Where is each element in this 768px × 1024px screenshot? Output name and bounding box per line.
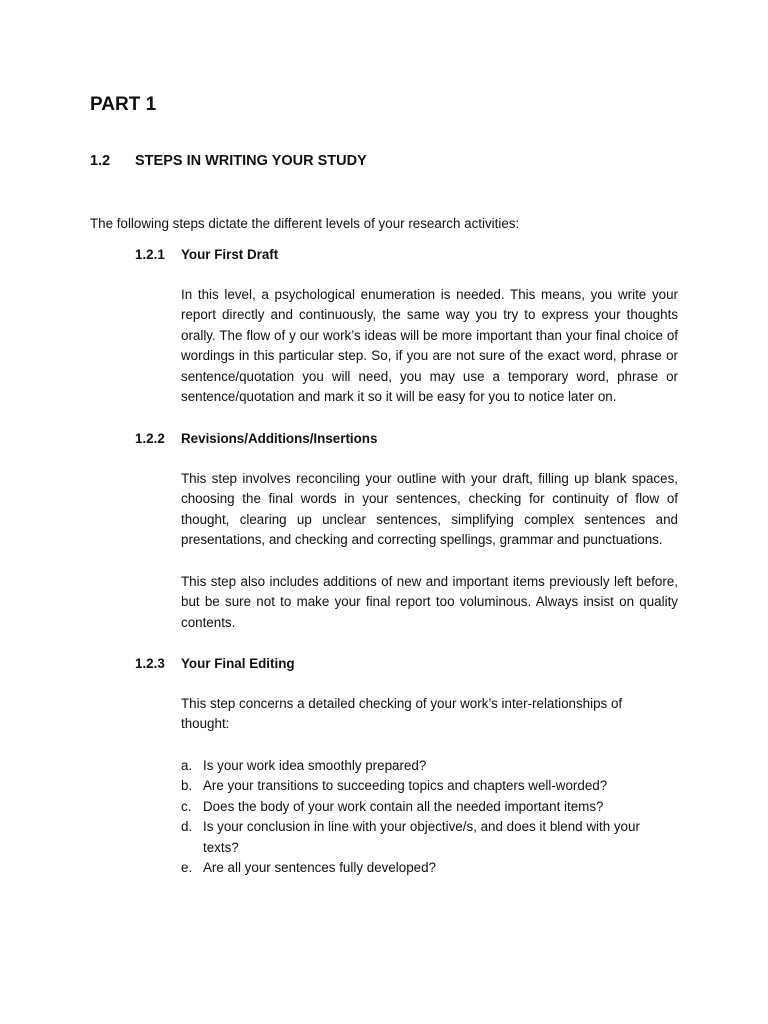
subsection-heading-first-draft bbox=[135, 245, 278, 265]
subsection-title: Your First Draft bbox=[181, 247, 279, 262]
subsection-title: Revisions/Additions/Insertions bbox=[181, 431, 378, 446]
list-marker: b. bbox=[181, 778, 193, 794]
revisions-paragraph-2: This step also includes additions of new and important items previously left before, but be sure not to make your final report too voluminous. Always insist on quality contents. bbox=[181, 574, 678, 630]
list-marker: d. bbox=[181, 819, 193, 835]
subsection-title: Your Final Editing bbox=[181, 656, 295, 671]
list-item-text: Are your transitions to succeeding topics and chapters well-worded? bbox=[203, 778, 608, 794]
list-item bbox=[181, 756, 678, 776]
intro-paragraph: The following steps dictate the different levels of your research activities: bbox=[90, 216, 520, 231]
list-item bbox=[181, 858, 678, 878]
list-marker: a. bbox=[181, 758, 193, 773]
list-item bbox=[181, 797, 678, 817]
editing-questions-list bbox=[181, 756, 678, 878]
section-title: STEPS IN WRITING YOUR STUDY bbox=[135, 153, 367, 169]
subsection-heading-final-editing bbox=[135, 654, 295, 674]
subsection-number: 1.2.2 bbox=[135, 431, 165, 446]
subsection-number: 1.2.3 bbox=[135, 656, 165, 671]
list-item bbox=[181, 776, 678, 796]
section-number: 1.2 bbox=[90, 153, 111, 169]
subsection-heading-revisions bbox=[135, 429, 377, 449]
final-editing-paragraph: This step concerns a detailed checking of your work’s inter-relationships of thought: bbox=[181, 696, 623, 732]
list-item-text: Is your conclusion in line with your objective/s, and does it blend with your texts? bbox=[203, 819, 640, 855]
subsection-number: 1.2.1 bbox=[135, 247, 165, 262]
section-heading bbox=[90, 151, 367, 171]
list-marker: c. bbox=[181, 798, 192, 814]
revisions-paragraph-1: This step involves reconciling your outline with your draft, filling up blank spaces, choosing the final words in your sentences, checking for continuity of flow of thought, clearing up unclear sentences, simplifying complex sentences and presentations, and checking and correcting spellings, grammar and punctuations. bbox=[181, 471, 678, 548]
part-title: PART 1 bbox=[90, 94, 157, 115]
list-item-text: Are all your sentences fully developed? bbox=[203, 860, 436, 876]
list-item-text: Does the body of your work contain all the needed important items? bbox=[203, 798, 604, 814]
list-item-text: Is your work idea smoothly prepared? bbox=[203, 758, 427, 773]
list-marker: e. bbox=[181, 860, 193, 876]
list-item bbox=[181, 817, 678, 858]
first-draft-paragraph: In this level, a psychological enumeration is needed. This means, you write your report directly and continuously, the same way you try to express your thoughts orally. The flow of y our work’s ideas will be more important than your final choice of wordings in this particular step. So, if you are not sure of the exact word, phrase or sentence/quotation you will need, you may use a temporary word, phrase or sentence/quotation and mark it so it will be easy for you to notice later on. bbox=[181, 287, 678, 405]
